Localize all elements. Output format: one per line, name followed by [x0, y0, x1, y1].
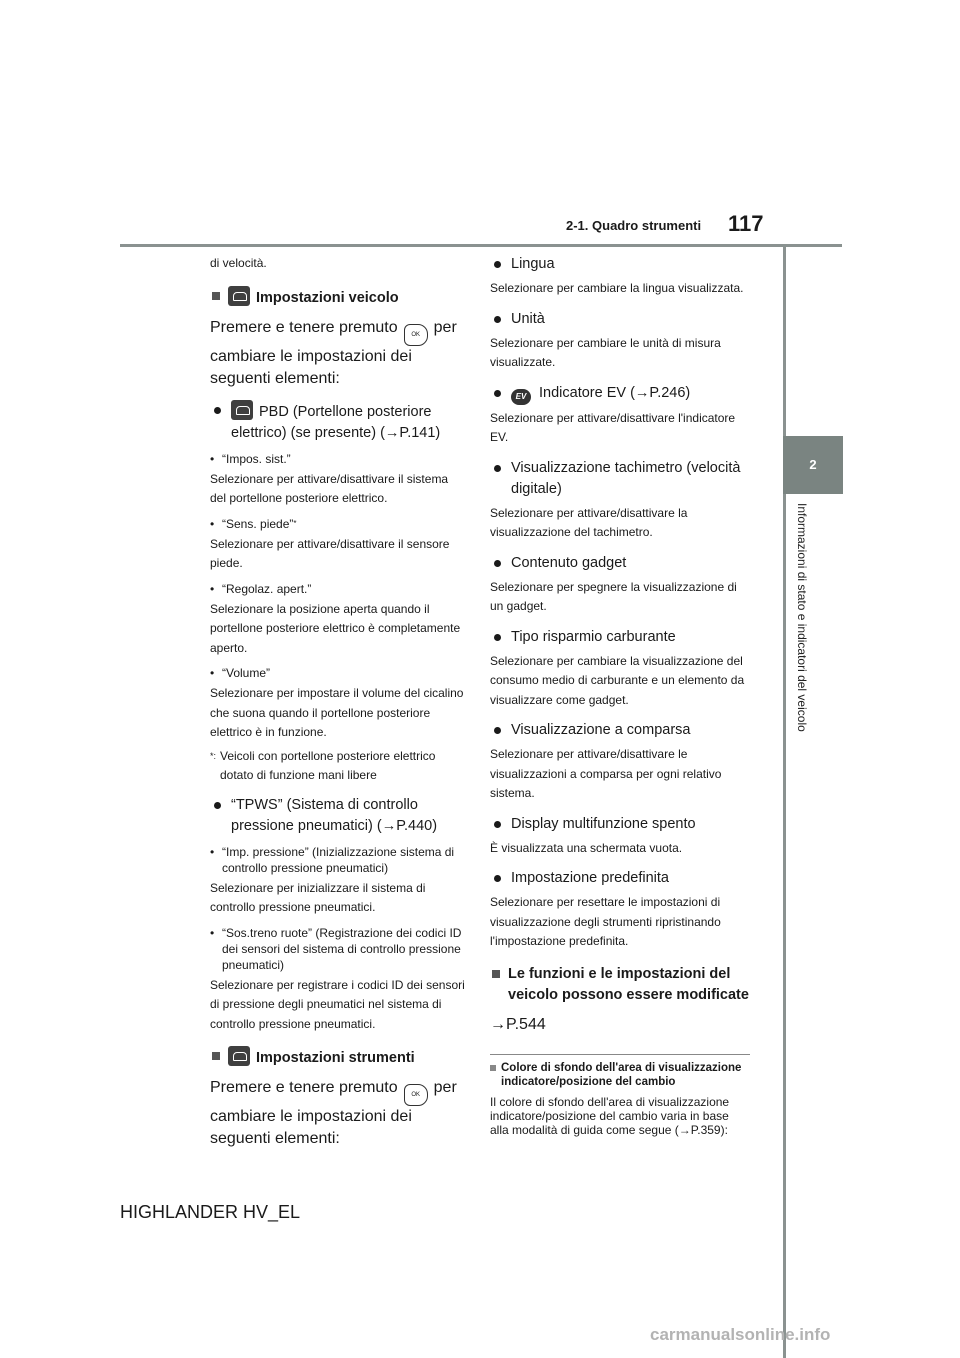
section-heading-text: Impostazioni strumenti: [256, 1050, 415, 1066]
item-desc: Selezionare per spegnere la visualizzazione di un gadget.: [490, 579, 737, 613]
bullet-dot-icon: [494, 560, 501, 567]
section-heading-text: Le funzioni e le impostazioni del veicolo possono essere modificate: [508, 965, 749, 1003]
footnote: *: Veicoli con portellone posteriore elettrico dotato di funzione mani libere: [210, 748, 436, 782]
bullet-dot-icon: [494, 261, 501, 268]
list-item: • “Sens. piede”*: [210, 516, 297, 531]
page-reference: →P.544: [490, 1015, 546, 1033]
bullet-tpws: [210, 795, 465, 837]
left-column: [210, 254, 465, 1156]
item-desc: Selezionare per attivare/disattivare la visualizzazione del tachimetro.: [490, 505, 688, 539]
bullet-dot-icon: [494, 821, 501, 828]
option-desc: Selezionare la posizione aperta quando il portellone posteriore elettrico è completamente aperto.: [210, 601, 461, 655]
text: Premere e tenere premuto: [210, 318, 398, 336]
option-desc: Selezionare per registrare i codici ID dei sensori di pressione degli pneumatici nel sistema di controllo pressione pneumatici.: [210, 977, 465, 1031]
chapter-tab: 2: [783, 436, 843, 494]
section-heading-vehicle: [210, 286, 465, 309]
section-heading-meter: [210, 1046, 465, 1069]
bullet-item: Visualizzazione a comparsa: [490, 720, 750, 741]
square-bullet-icon: [212, 1052, 220, 1060]
paragraph-vehicle: [210, 317, 465, 390]
list-item: • “Sos.treno ruote” (Registrazione dei codici ID dei sensori del sistema di controllo pressione pneumatici): [210, 925, 462, 972]
text: per cambiare le impostazioni dei seguenti elementi:: [210, 1079, 457, 1147]
section-title: 2-1. Quadro strumenti: [566, 218, 702, 233]
square-bullet-icon: [490, 1065, 496, 1071]
bullet-item: Tipo risparmio carburante: [490, 627, 750, 648]
header-rule: [120, 244, 842, 247]
list-item: • “Volume”: [210, 666, 271, 680]
option-desc: Selezionare per inizializzare il sistema di controllo pressione pneumatici.: [210, 880, 426, 914]
item-desc: Selezionare per attivare/disattivare le visualizzazioni a comparsa per ogni relativo sistema.: [490, 747, 722, 800]
text: Premere e tenere premuto: [210, 1079, 398, 1096]
square-bullet-icon: [492, 970, 500, 978]
intro-text: di velocità.: [210, 256, 267, 270]
section-heading-text: Impostazioni veicolo: [256, 289, 399, 306]
item-desc: Selezionare per attivare/disattivare l'indicatore EV.: [490, 410, 736, 444]
side-rule: [783, 246, 786, 436]
bullet-dot-icon: [494, 390, 501, 397]
bullet-pbd: [210, 400, 465, 444]
bullet-dot-icon: [494, 634, 501, 641]
page-number: 117: [728, 211, 764, 236]
bullet-item: Impostazione predefinita: [490, 868, 750, 889]
bullet-item: Display multifunzione spento: [490, 814, 750, 835]
note-rule: [490, 1054, 750, 1055]
option-desc: Selezionare per impostare il volume del cicalino che suona quando il portellone posteriore elettrico è in funzione.: [210, 686, 464, 739]
bullet-dot-icon: [214, 802, 221, 809]
list-item: • “Regolaz. apert.”: [210, 581, 312, 596]
item-desc: È visualizzata una schermata vuota.: [490, 840, 683, 855]
bullet-dot-icon: [494, 727, 501, 734]
list-item: • “Imp. pressione” (Inizializzazione sistema di controllo pressione pneumatici): [210, 844, 455, 875]
side-rule: [783, 494, 786, 1358]
bullet-text: “TPWS” (Sistema di controllo pressione pneumatici) (→P.440): [231, 796, 438, 834]
section-heading-functions: [490, 964, 750, 1006]
note-heading-text: Colore di sfondo dell'area di visualizzazione indicatore/posizione del cambio: [501, 1061, 742, 1088]
bullet-item: Contenuto gadget: [490, 553, 750, 574]
bullet-dot-icon: [494, 316, 501, 323]
bullet-dot-icon: [494, 875, 501, 882]
tailgate-icon: [231, 400, 253, 420]
item-desc: Selezionare per cambiare la visualizzazione del consumo medio di carburante e un elemento da visualizzare come gadget.: [490, 653, 745, 707]
text: per cambiare le impostazioni dei seguenti elementi:: [210, 318, 457, 387]
item-desc: Selezionare per cambiare le unità di misura visualizzate.: [490, 335, 721, 369]
bullet-dot-icon: [214, 407, 221, 414]
note-heading: [490, 1061, 750, 1089]
list-item: • “Impos. sist.”: [210, 451, 291, 466]
bullet-item: Unità: [490, 309, 750, 330]
right-column: [490, 254, 750, 1137]
item-desc: Selezionare per cambiare la lingua visualizzata.: [490, 281, 744, 295]
bullet-text: PBD (Portellone posteriore elettrico) (se presente) (→P.141): [231, 403, 441, 441]
ok-button-icon: OK: [404, 324, 428, 346]
option-desc: Selezionare per attivare/disattivare il sistema del portellone posteriore elettrico.: [210, 471, 449, 505]
chapter-label: Informazioni di stato e indicatori del veicolo: [795, 503, 809, 732]
bullet-item: EV Indicatore EV (→P.246): [490, 383, 750, 405]
paragraph-meter: [210, 1077, 465, 1150]
watermark: carmanualsonline.info: [650, 1325, 831, 1344]
ev-indicator-icon: EV: [511, 389, 531, 405]
pbd-options: [210, 451, 465, 785]
bullet-item: Lingua: [490, 254, 750, 275]
meter-settings-icon: [228, 1046, 250, 1066]
tpws-options: [210, 844, 465, 1035]
square-bullet-icon: [212, 292, 220, 300]
footer-model: HIGHLANDER HV_EL: [120, 1202, 301, 1222]
item-desc: Selezionare per resettare le impostazioni di visualizzazione degli strumenti ripristinando l'impostazione predefinita.: [490, 895, 721, 948]
ok-button-icon: OK: [404, 1084, 428, 1106]
car-settings-icon: [228, 286, 250, 306]
option-desc: Selezionare per attivare/disattivare il sensore piede.: [210, 536, 450, 570]
bullet-item: Visualizzazione tachimetro (velocità digitale): [490, 458, 750, 500]
bullet-dot-icon: [494, 465, 501, 472]
note-text: Il colore di sfondo dell'area di visualizzazione indicatore/posizione del cambio varia in base alla modalità di guida come segue (→P.359):: [490, 1094, 730, 1137]
